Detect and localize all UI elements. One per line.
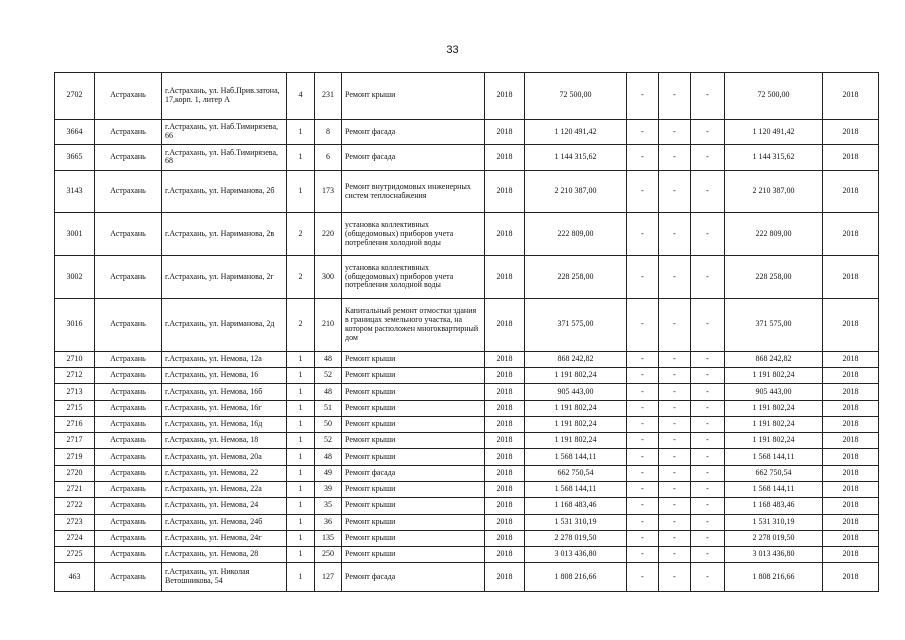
cell-year: 2018 bbox=[485, 482, 525, 498]
cell-apartments: 49 bbox=[315, 465, 342, 481]
cell-cost: 72 500,00 bbox=[525, 73, 627, 120]
cell-cost: 1 568 144,11 bbox=[525, 482, 627, 498]
cell-address: г.Астрахань, ул. Наб.Тимирязева, 66 bbox=[162, 119, 287, 144]
cell-floors: 4 bbox=[287, 73, 315, 120]
cell-id: 2710 bbox=[55, 351, 95, 367]
cell-end-year: 2018 bbox=[823, 433, 879, 449]
cell-id: 2721 bbox=[55, 482, 95, 498]
cell-id: 2720 bbox=[55, 465, 95, 481]
cell-floors: 1 bbox=[287, 400, 315, 416]
cell-cost: 905 443,00 bbox=[525, 384, 627, 400]
cell-end-year: 2018 bbox=[823, 530, 879, 546]
cell-work-type: Ремонт крыши bbox=[342, 368, 485, 384]
register-table bbox=[54, 72, 879, 592]
cell-floors: 1 bbox=[287, 514, 315, 530]
cell-end-year: 2018 bbox=[823, 482, 879, 498]
cell-end-year: 2018 bbox=[823, 547, 879, 563]
table-row bbox=[55, 213, 879, 256]
cell-dash-3: - bbox=[691, 73, 725, 120]
cell-total: 72 500,00 bbox=[725, 73, 823, 120]
cell-year: 2018 bbox=[485, 256, 525, 299]
cell-dash-3: - bbox=[691, 213, 725, 256]
table-row bbox=[55, 547, 879, 563]
table-row bbox=[55, 482, 879, 498]
cell-address: г.Астрахань, ул. Немова, 22 bbox=[162, 465, 287, 481]
cell-dash-3: - bbox=[691, 119, 725, 144]
cell-city: Астрахань bbox=[95, 400, 162, 416]
cell-year: 2018 bbox=[485, 73, 525, 120]
cell-id: 3001 bbox=[55, 213, 95, 256]
cell-dash-2: - bbox=[659, 400, 691, 416]
cell-total: 1 191 802,24 bbox=[725, 416, 823, 432]
cell-dash-3: - bbox=[691, 498, 725, 514]
cell-floors: 1 bbox=[287, 145, 315, 170]
table-row bbox=[55, 449, 879, 465]
cell-cost: 1 144 315,62 bbox=[525, 145, 627, 170]
cell-year: 2018 bbox=[485, 449, 525, 465]
cell-id: 2722 bbox=[55, 498, 95, 514]
cell-cost: 1 191 802,24 bbox=[525, 416, 627, 432]
table-row bbox=[55, 170, 879, 213]
cell-city: Астрахань bbox=[95, 213, 162, 256]
cell-dash-3: - bbox=[691, 351, 725, 367]
cell-end-year: 2018 bbox=[823, 449, 879, 465]
cell-work-type: Ремонт фасада bbox=[342, 563, 485, 592]
cell-id: 3665 bbox=[55, 145, 95, 170]
cell-dash-3: - bbox=[691, 145, 725, 170]
cell-apartments: 35 bbox=[315, 498, 342, 514]
cell-floors: 1 bbox=[287, 530, 315, 546]
cell-dash-1: - bbox=[627, 145, 659, 170]
cell-total: 868 242,82 bbox=[725, 351, 823, 367]
table-row bbox=[55, 145, 879, 170]
cell-dash-1: - bbox=[627, 400, 659, 416]
cell-cost: 868 242,82 bbox=[525, 351, 627, 367]
cell-year: 2018 bbox=[485, 514, 525, 530]
cell-end-year: 2018 bbox=[823, 563, 879, 592]
table-row bbox=[55, 416, 879, 432]
cell-cost: 1 808 216,66 bbox=[525, 563, 627, 592]
cell-dash-2: - bbox=[659, 416, 691, 432]
cell-dash-3: - bbox=[691, 400, 725, 416]
cell-address: г.Астрахань, ул. Наб.Прив.затона, 17,корп. 1, литер А bbox=[162, 73, 287, 120]
cell-dash-2: - bbox=[659, 465, 691, 481]
cell-dash-2: - bbox=[659, 530, 691, 546]
cell-year: 2018 bbox=[485, 351, 525, 367]
cell-address: г.Астрахань, ул. Наб.Тимирязева, 68 bbox=[162, 145, 287, 170]
cell-city: Астрахань bbox=[95, 368, 162, 384]
cell-work-type: Ремонт крыши bbox=[342, 400, 485, 416]
table-row bbox=[55, 563, 879, 592]
cell-apartments: 51 bbox=[315, 400, 342, 416]
cell-floors: 1 bbox=[287, 465, 315, 481]
cell-floors: 1 bbox=[287, 449, 315, 465]
cell-apartments: 300 bbox=[315, 256, 342, 299]
cell-floors: 1 bbox=[287, 498, 315, 514]
cell-work-type: Ремонт крыши bbox=[342, 433, 485, 449]
cell-address: г.Астрахань, ул. Немова, 28 bbox=[162, 547, 287, 563]
cell-dash-3: - bbox=[691, 256, 725, 299]
cell-dash-2: - bbox=[659, 213, 691, 256]
cell-dash-3: - bbox=[691, 298, 725, 351]
cell-address: г.Астрахань, ул. Нариманова, 2д bbox=[162, 298, 287, 351]
cell-city: Астрахань bbox=[95, 482, 162, 498]
table-row bbox=[55, 298, 879, 351]
cell-cost: 371 575,00 bbox=[525, 298, 627, 351]
cell-dash-1: - bbox=[627, 433, 659, 449]
cell-id: 2723 bbox=[55, 514, 95, 530]
cell-total: 222 809,00 bbox=[725, 213, 823, 256]
cell-address: г.Астрахань, ул. Нариманова, 2б bbox=[162, 170, 287, 213]
cell-address: г.Астрахань, ул. Немова, 16 bbox=[162, 368, 287, 384]
cell-dash-2: - bbox=[659, 482, 691, 498]
cell-dash-2: - bbox=[659, 547, 691, 563]
cell-end-year: 2018 bbox=[823, 256, 879, 299]
cell-dash-3: - bbox=[691, 384, 725, 400]
cell-id: 2712 bbox=[55, 368, 95, 384]
cell-dash-2: - bbox=[659, 563, 691, 592]
cell-address: г.Астрахань, ул. Немова, 16д bbox=[162, 416, 287, 432]
cell-total: 2 210 387,00 bbox=[725, 170, 823, 213]
cell-total: 1 120 491,42 bbox=[725, 119, 823, 144]
cell-end-year: 2018 bbox=[823, 170, 879, 213]
cell-dash-1: - bbox=[627, 368, 659, 384]
cell-work-type: Ремонт внутридомовых инженерных систем теплоснабжения bbox=[342, 170, 485, 213]
table-row bbox=[55, 465, 879, 481]
cell-cost: 1 191 802,24 bbox=[525, 433, 627, 449]
cell-id: 463 bbox=[55, 563, 95, 592]
cell-dash-1: - bbox=[627, 256, 659, 299]
cell-end-year: 2018 bbox=[823, 416, 879, 432]
cell-dash-3: - bbox=[691, 170, 725, 213]
cell-dash-3: - bbox=[691, 449, 725, 465]
cell-city: Астрахань bbox=[95, 145, 162, 170]
cell-floors: 1 bbox=[287, 170, 315, 213]
cell-cost: 222 809,00 bbox=[525, 213, 627, 256]
cell-cost: 1 568 144,11 bbox=[525, 449, 627, 465]
cell-id: 3002 bbox=[55, 256, 95, 299]
cell-dash-3: - bbox=[691, 563, 725, 592]
cell-cost: 2 278 019,50 bbox=[525, 530, 627, 546]
cell-dash-3: - bbox=[691, 530, 725, 546]
table-row bbox=[55, 384, 879, 400]
cell-work-type: Ремонт крыши bbox=[342, 384, 485, 400]
cell-address: г.Астрахань, ул. Николая Ветошникова, 54 bbox=[162, 563, 287, 592]
cell-end-year: 2018 bbox=[823, 368, 879, 384]
cell-id: 2716 bbox=[55, 416, 95, 432]
cell-dash-2: - bbox=[659, 351, 691, 367]
cell-dash-3: - bbox=[691, 514, 725, 530]
cell-year: 2018 bbox=[485, 530, 525, 546]
table-row bbox=[55, 256, 879, 299]
cell-dash-1: - bbox=[627, 498, 659, 514]
cell-apartments: 48 bbox=[315, 384, 342, 400]
cell-work-type: Ремонт крыши bbox=[342, 547, 485, 563]
cell-year: 2018 bbox=[485, 547, 525, 563]
cell-total: 1 191 802,24 bbox=[725, 433, 823, 449]
cell-work-type: Ремонт крыши bbox=[342, 514, 485, 530]
cell-address: г.Астрахань, ул. Немова, 16г bbox=[162, 400, 287, 416]
cell-year: 2018 bbox=[485, 384, 525, 400]
cell-total: 1 191 802,24 bbox=[725, 368, 823, 384]
cell-total: 905 443,00 bbox=[725, 384, 823, 400]
table-body bbox=[55, 73, 879, 592]
cell-dash-1: - bbox=[627, 563, 659, 592]
cell-end-year: 2018 bbox=[823, 213, 879, 256]
cell-city: Астрахань bbox=[95, 433, 162, 449]
cell-year: 2018 bbox=[485, 368, 525, 384]
cell-dash-1: - bbox=[627, 465, 659, 481]
cell-dash-1: - bbox=[627, 416, 659, 432]
cell-end-year: 2018 bbox=[823, 119, 879, 144]
cell-work-type: Ремонт крыши bbox=[342, 416, 485, 432]
cell-city: Астрахань bbox=[95, 563, 162, 592]
cell-dash-1: - bbox=[627, 298, 659, 351]
table-row bbox=[55, 530, 879, 546]
cell-year: 2018 bbox=[485, 498, 525, 514]
cell-dash-2: - bbox=[659, 145, 691, 170]
cell-address: г.Астрахань, ул. Нариманова, 2г bbox=[162, 256, 287, 299]
cell-city: Астрахань bbox=[95, 514, 162, 530]
cell-cost: 2 210 387,00 bbox=[525, 170, 627, 213]
cell-dash-2: - bbox=[659, 256, 691, 299]
cell-total: 1 531 310,19 bbox=[725, 514, 823, 530]
cell-total: 1 568 144,11 bbox=[725, 482, 823, 498]
cell-floors: 1 bbox=[287, 547, 315, 563]
cell-dash-1: - bbox=[627, 547, 659, 563]
cell-city: Астрахань bbox=[95, 416, 162, 432]
cell-dash-3: - bbox=[691, 547, 725, 563]
cell-end-year: 2018 bbox=[823, 145, 879, 170]
cell-dash-1: - bbox=[627, 73, 659, 120]
cell-dash-3: - bbox=[691, 368, 725, 384]
cell-cost: 1 191 802,24 bbox=[525, 368, 627, 384]
cell-total: 1 168 483,46 bbox=[725, 498, 823, 514]
cell-end-year: 2018 bbox=[823, 384, 879, 400]
cell-cost: 3 013 436,80 bbox=[525, 547, 627, 563]
cell-apartments: 48 bbox=[315, 351, 342, 367]
cell-apartments: 250 bbox=[315, 547, 342, 563]
cell-city: Астрахань bbox=[95, 547, 162, 563]
cell-id: 3664 bbox=[55, 119, 95, 144]
table-row bbox=[55, 73, 879, 120]
cell-work-type: Ремонт крыши bbox=[342, 351, 485, 367]
cell-floors: 1 bbox=[287, 563, 315, 592]
cell-dash-1: - bbox=[627, 119, 659, 144]
cell-total: 228 258,00 bbox=[725, 256, 823, 299]
cell-floors: 1 bbox=[287, 482, 315, 498]
cell-year: 2018 bbox=[485, 416, 525, 432]
cell-apartments: 135 bbox=[315, 530, 342, 546]
cell-id: 3016 bbox=[55, 298, 95, 351]
cell-address: г.Астрахань, ул. Немова, 24 bbox=[162, 498, 287, 514]
cell-id: 2713 bbox=[55, 384, 95, 400]
cell-total: 662 750,54 bbox=[725, 465, 823, 481]
cell-apartments: 127 bbox=[315, 563, 342, 592]
cell-apartments: 220 bbox=[315, 213, 342, 256]
cell-address: г.Астрахань, ул. Немова, 16б bbox=[162, 384, 287, 400]
cell-dash-1: - bbox=[627, 514, 659, 530]
table-row bbox=[55, 119, 879, 144]
cell-dash-2: - bbox=[659, 498, 691, 514]
cell-end-year: 2018 bbox=[823, 498, 879, 514]
cell-work-type: Ремонт крыши bbox=[342, 498, 485, 514]
cell-end-year: 2018 bbox=[823, 298, 879, 351]
cell-dash-3: - bbox=[691, 433, 725, 449]
table-row bbox=[55, 514, 879, 530]
cell-end-year: 2018 bbox=[823, 73, 879, 120]
cell-id: 2715 bbox=[55, 400, 95, 416]
cell-apartments: 210 bbox=[315, 298, 342, 351]
cell-dash-2: - bbox=[659, 73, 691, 120]
cell-dash-2: - bbox=[659, 514, 691, 530]
cell-year: 2018 bbox=[485, 563, 525, 592]
cell-floors: 1 bbox=[287, 384, 315, 400]
cell-dash-2: - bbox=[659, 368, 691, 384]
cell-work-type: Ремонт крыши bbox=[342, 482, 485, 498]
cell-dash-2: - bbox=[659, 449, 691, 465]
cell-address: г.Астрахань, ул. Немова, 24б bbox=[162, 514, 287, 530]
cell-year: 2018 bbox=[485, 433, 525, 449]
cell-end-year: 2018 bbox=[823, 465, 879, 481]
cell-apartments: 50 bbox=[315, 416, 342, 432]
cell-floors: 1 bbox=[287, 368, 315, 384]
cell-end-year: 2018 bbox=[823, 514, 879, 530]
cell-apartments: 52 bbox=[315, 433, 342, 449]
cell-year: 2018 bbox=[485, 298, 525, 351]
cell-dash-1: - bbox=[627, 384, 659, 400]
cell-work-type: Ремонт фасада bbox=[342, 145, 485, 170]
cell-apartments: 173 bbox=[315, 170, 342, 213]
cell-work-type: Ремонт фасада bbox=[342, 465, 485, 481]
cell-apartments: 52 bbox=[315, 368, 342, 384]
cell-cost: 1 531 310,19 bbox=[525, 514, 627, 530]
cell-dash-3: - bbox=[691, 465, 725, 481]
page-number: 33 bbox=[446, 44, 459, 56]
table-row bbox=[55, 351, 879, 367]
table-row bbox=[55, 400, 879, 416]
cell-apartments: 39 bbox=[315, 482, 342, 498]
cell-city: Астрахань bbox=[95, 73, 162, 120]
cell-address: г.Астрахань, ул. Немова, 22а bbox=[162, 482, 287, 498]
cell-floors: 1 bbox=[287, 119, 315, 144]
cell-city: Астрахань bbox=[95, 498, 162, 514]
cell-apartments: 8 bbox=[315, 119, 342, 144]
cell-floors: 1 bbox=[287, 351, 315, 367]
cell-city: Астрахань bbox=[95, 384, 162, 400]
cell-cost: 1 191 802,24 bbox=[525, 400, 627, 416]
cell-dash-2: - bbox=[659, 433, 691, 449]
cell-floors: 2 bbox=[287, 213, 315, 256]
cell-city: Астрахань bbox=[95, 298, 162, 351]
cell-work-type: Капитальный ремонт отмостки здания в границах земельного участка, на котором расположен многоквартирный дом bbox=[342, 298, 485, 351]
cell-city: Астрахань bbox=[95, 465, 162, 481]
cell-id: 3143 bbox=[55, 170, 95, 213]
cell-city: Астрахань bbox=[95, 256, 162, 299]
cell-work-type: Ремонт крыши bbox=[342, 530, 485, 546]
cell-city: Астрахань bbox=[95, 351, 162, 367]
cell-total: 1 568 144,11 bbox=[725, 449, 823, 465]
cell-dash-2: - bbox=[659, 298, 691, 351]
cell-cost: 1 120 491,42 bbox=[525, 119, 627, 144]
cell-dash-1: - bbox=[627, 530, 659, 546]
cell-end-year: 2018 bbox=[823, 400, 879, 416]
cell-cost: 1 168 483,46 bbox=[525, 498, 627, 514]
cell-work-type: Ремонт крыши bbox=[342, 73, 485, 120]
cell-dash-2: - bbox=[659, 170, 691, 213]
cell-address: г.Астрахань, ул. Немова, 12а bbox=[162, 351, 287, 367]
cell-dash-1: - bbox=[627, 449, 659, 465]
table-row bbox=[55, 368, 879, 384]
cell-city: Астрахань bbox=[95, 449, 162, 465]
cell-id: 2717 bbox=[55, 433, 95, 449]
cell-cost: 228 258,00 bbox=[525, 256, 627, 299]
cell-floors: 2 bbox=[287, 298, 315, 351]
cell-total: 1 191 802,24 bbox=[725, 400, 823, 416]
cell-dash-3: - bbox=[691, 482, 725, 498]
cell-total: 3 013 436,80 bbox=[725, 547, 823, 563]
cell-dash-1: - bbox=[627, 351, 659, 367]
cell-year: 2018 bbox=[485, 400, 525, 416]
cell-floors: 1 bbox=[287, 433, 315, 449]
cell-id: 2725 bbox=[55, 547, 95, 563]
cell-city: Астрахань bbox=[95, 170, 162, 213]
cell-id: 2719 bbox=[55, 449, 95, 465]
cell-total: 1 144 315,62 bbox=[725, 145, 823, 170]
cell-total: 371 575,00 bbox=[725, 298, 823, 351]
cell-dash-3: - bbox=[691, 416, 725, 432]
cell-dash-1: - bbox=[627, 170, 659, 213]
cell-work-type: установка коллективных (общедомовых) приборов учета потребления холодной воды bbox=[342, 213, 485, 256]
cell-city: Астрахань bbox=[95, 530, 162, 546]
cell-year: 2018 bbox=[485, 145, 525, 170]
cell-city: Астрахань bbox=[95, 119, 162, 144]
cell-apartments: 36 bbox=[315, 514, 342, 530]
cell-apartments: 6 bbox=[315, 145, 342, 170]
cell-address: г.Астрахань, ул. Нариманова, 2в bbox=[162, 213, 287, 256]
cell-address: г.Астрахань, ул. Немова, 24г bbox=[162, 530, 287, 546]
cell-total: 2 278 019,50 bbox=[725, 530, 823, 546]
cell-dash-2: - bbox=[659, 384, 691, 400]
table-row bbox=[55, 498, 879, 514]
cell-work-type: Ремонт крыши bbox=[342, 449, 485, 465]
cell-floors: 2 bbox=[287, 256, 315, 299]
cell-end-year: 2018 bbox=[823, 351, 879, 367]
cell-dash-1: - bbox=[627, 482, 659, 498]
cell-id: 2702 bbox=[55, 73, 95, 120]
cell-year: 2018 bbox=[485, 170, 525, 213]
cell-cost: 662 750,54 bbox=[525, 465, 627, 481]
cell-total: 1 808 216,66 bbox=[725, 563, 823, 592]
cell-dash-1: - bbox=[627, 213, 659, 256]
cell-apartments: 48 bbox=[315, 449, 342, 465]
table-row bbox=[55, 433, 879, 449]
cell-year: 2018 bbox=[485, 213, 525, 256]
cell-apartments: 231 bbox=[315, 73, 342, 120]
cell-work-type: Ремонт фасада bbox=[342, 119, 485, 144]
cell-id: 2724 bbox=[55, 530, 95, 546]
cell-work-type: установка коллективных (общедомовых) приборов учета потребления холодной воды bbox=[342, 256, 485, 299]
cell-address: г.Астрахань, ул. Немова, 18 bbox=[162, 433, 287, 449]
cell-floors: 1 bbox=[287, 416, 315, 432]
cell-address: г.Астрахань, ул. Немова, 20а bbox=[162, 449, 287, 465]
cell-year: 2018 bbox=[485, 119, 525, 144]
cell-dash-2: - bbox=[659, 119, 691, 144]
cell-year: 2018 bbox=[485, 465, 525, 481]
